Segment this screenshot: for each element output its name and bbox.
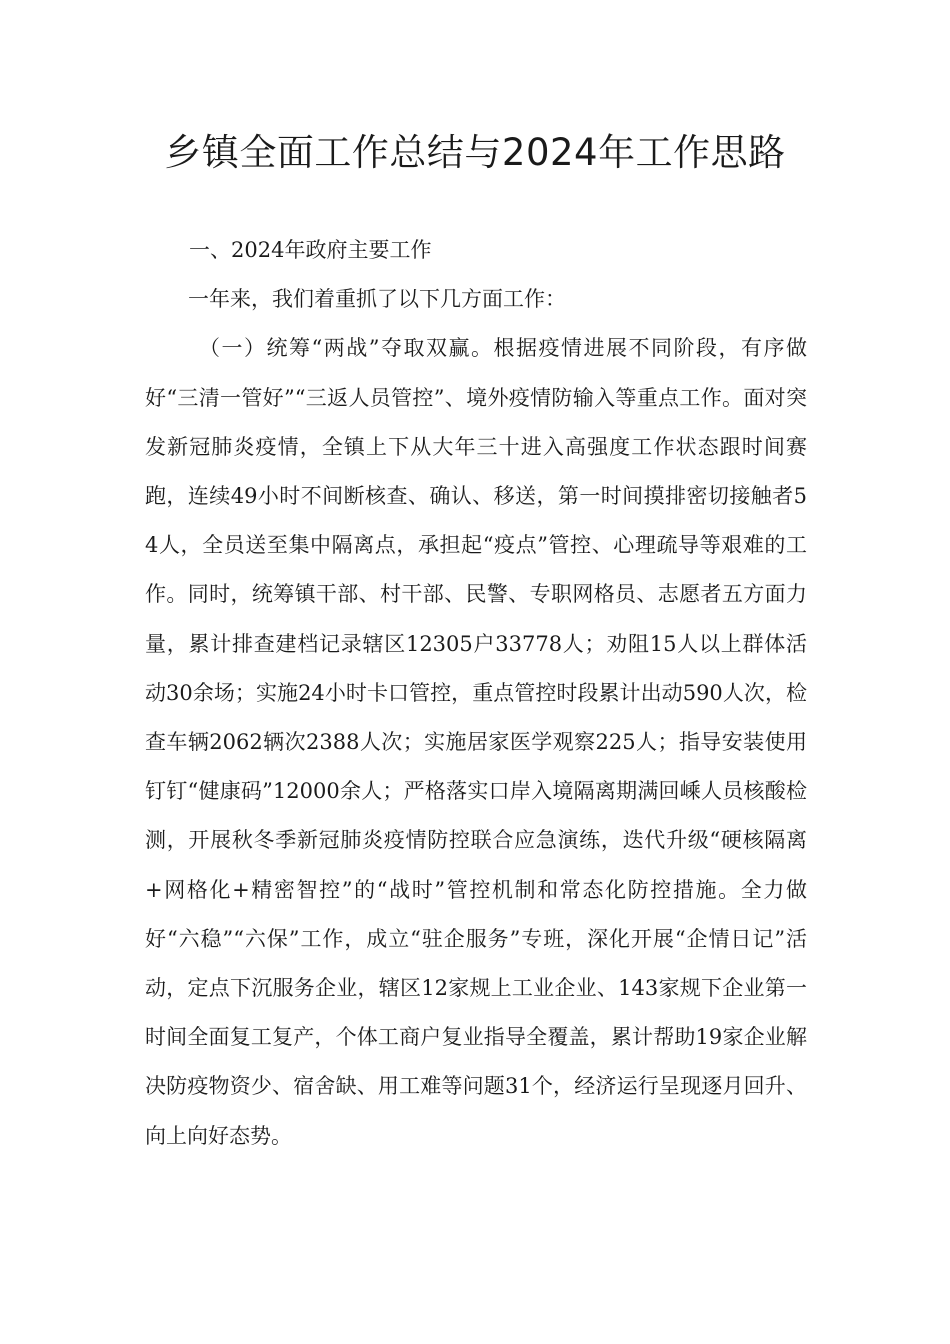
body-paragraph-1: （一）统筹“两战”夺取双赢。根据疫情进展不同阶段，有序做好“三清一管好”“三返人员管控”、境外疫情防输入等重点工作。面对突发新冠肺炎疫情，全镇上下从大年三十进入高强度工作状态跟时间赛跑，连续49小时不间断核查、确认、移送，第一时间摸排密切接触者54人，全员送至集中隔离点，承担起“疫点”管控、心理疏导等艰难的工作。同时，统筹镇干部、村干部、民警、专职网格员、志愿者五方面力量，累计排查建档记录辖区12305户33778人；劝阻15人以上群体活动30余场；实施24小时卡口管控，重点管控时段累计出动590人次，检查车辆2062辆次2388人次；实施居家医学观察225人；指导安装使用钉钉“健康码”12000余人；严格落实口岸入境隔离期满回嵊人员核酸检测，开展秋冬季新冠肺炎疫情防控联合应急演练，迭代升级“硬核隔离+网格化+精密智控”的“战时”管控机制和常态化防控措施。全力做好“六稳”“六保”工作，成立“驻企服务”专班，深化开展“企情日记”活动，定点下沉服务企业，辖区12家规上工业企业、143家规下企业第一时间全面复工复产，个体工商户复业指导全覆盖，累计帮助19家企业解决防疫物资少、宿舍缺、用工难等问题31个，经济运行呈现逐月回升、向上向好态势。 [145, 336, 807, 1148]
section-heading: 一、2024年政府主要工作 [189, 238, 432, 262]
document-title: 乡镇全面工作总结与2024年工作思路 [164, 131, 786, 174]
document-body [145, 226, 807, 1161]
intro-paragraph: 一年来，我们着重抓了以下几方面工作： [188, 287, 566, 312]
